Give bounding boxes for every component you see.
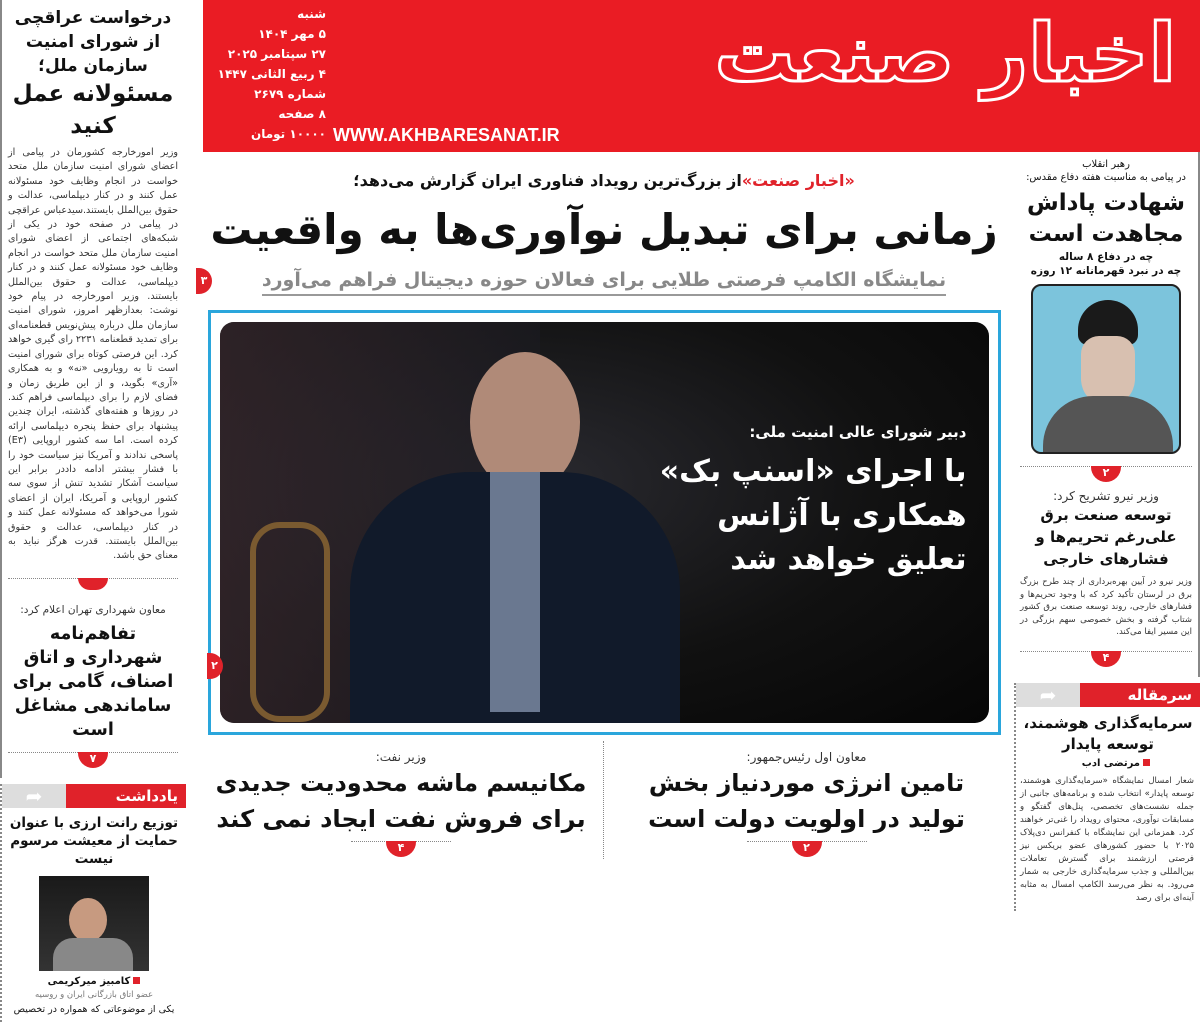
page-badge[interactable]: ۴ [386, 841, 416, 857]
story-kicker: وزیر نیرو تشریح کرد: [1053, 489, 1159, 503]
story-kicker: در پیامی به مناسبت هفته دفاع مقدس: [1026, 172, 1186, 183]
section-label: سرمقاله [1080, 683, 1200, 707]
section-label: یادداشت [66, 784, 186, 808]
author-name: کامبیز میرکریمی [2, 975, 186, 989]
arrow-icon: ➦ [2, 784, 66, 808]
bottom-stories [199, 741, 1009, 859]
story-body: وزیر نیرو در آیین بهره‌برداری از چند طرح بزرگ برق در لرستان تأکید کرد که با وجود تحریم‌ها و فشارهای خارجی، روند توسعه صنعت برق کشور شتاب گرفته و بخش خصوصی سهم بزرگی در این مسیر ایفا می‌کند. [1020, 577, 1192, 637]
story-kicker: رهبر انقلاب [1082, 159, 1130, 170]
section-tag [1016, 683, 1200, 707]
section-tag [2, 784, 186, 808]
story-headline[interactable]: شهادت پاداش مجاهدت است [1026, 190, 1186, 247]
page-badge[interactable]: ۲ [792, 841, 822, 857]
story-headline[interactable]: مکانیسم ماشه محدودیت جدیدی برای فروش نفت ایجاد نمی کند [215, 769, 587, 833]
bottom-story-left [199, 741, 604, 859]
page-badge[interactable]: ۲ [1091, 466, 1121, 482]
story-kicker: معاون اول رئیس‌جمهور: [746, 750, 867, 764]
arrow-icon: ➦ [1016, 683, 1080, 707]
page-badge[interactable]: ۴ [1091, 651, 1121, 667]
date-block: شنبه ۵ مهر ۱۴۰۴ ۲۷ سپتامبر ۲۰۲۵ ۴ ربیع الثانی ۱۴۴۷ شماره ۲۶۷۹ ۸ صفحه ۱۰۰۰۰ تومان [217, 7, 326, 141]
main-kicker: «اخبار صنعت»از بزرگ‌ترین رویداد فناوری ایران گزارش می‌دهد؛ [353, 171, 855, 190]
divider [1020, 651, 1192, 669]
photo-story-kicker: دبیر شورای عالی امنیت ملی: [749, 423, 967, 441]
story-kicker[interactable]: درخواست عراقچی از شورای امنیت سازمان ملل؛ [14, 8, 172, 76]
author-photo [39, 876, 149, 971]
note-headline[interactable]: توزیع رانت ارزی با عنوان حمایت از معیشت مرسوم نیست [9, 814, 179, 867]
editorial-headline[interactable]: سرمایه‌گذاری هوشمند، توسعه پایدار [1023, 713, 1193, 753]
left-column [0, 0, 186, 1022]
story-kicker: معاون شهرداری تهران اعلام کرد: [20, 603, 166, 616]
leader-photo[interactable] [1031, 284, 1181, 454]
main-headline[interactable]: زمانی برای تبدیل نوآوری‌ها به واقعیت [210, 205, 998, 254]
page-badge[interactable]: ۷ [78, 752, 108, 768]
right-stories [1014, 152, 1200, 677]
divider [8, 752, 178, 770]
divider [1020, 466, 1192, 484]
left-stories [0, 0, 186, 778]
divider [747, 841, 867, 859]
subhead-row [196, 266, 1012, 296]
masthead [203, 0, 1200, 152]
page-badge[interactable] [78, 578, 108, 590]
story-headline[interactable]: تفاهم‌نامه شهرداری و اتاق اصناف، گامی برای ساماندهی مشاغل است [12, 623, 174, 740]
divider [8, 578, 178, 596]
page-badge[interactable]: ۳ [196, 268, 212, 294]
photo-story-text [660, 422, 967, 582]
story-subhead: چه در دفاع ۸ ساله [1058, 251, 1154, 263]
editorial-section [1014, 683, 1200, 911]
author-name: مرتضی ادب [1016, 757, 1200, 771]
divider [351, 841, 451, 859]
editorial-body: شعار امسال نمایشگاه «سرمایه‌گذاری هوشمند، توسعه پایدار» انتخاب شده و برنامه‌های جانبی از جمله نشست‌های تخصصی، پنل‌های گفتگو و مسابقات نوآوری، محتوای رویداد را غنی‌تر خواهند کرد. همزمانی این نمایشگاه با کنفرانس دی‌پلاک ۲۰۲۵ با حضور کشورهای عضو بریکس نیز فرصتی ارزشمند برای گسترش تعاملات بین‌المللی و جذب سرمایه‌گذاری خارجی به شمار می‌رود. به نظر می‌رسد الکامپ امسال به مثابه آینه‌ای برای رصد [1020, 775, 1194, 903]
newspaper-logo[interactable]: اخبار صنعت [714, 7, 1176, 100]
story-headline[interactable]: تامین انرژی موردنیاز بخش تولید در اولویت دولت است [648, 769, 965, 833]
story-headline[interactable]: توسعه صنعت برق علی‌رغم تحریم‌ها و فشارهای خارجی [1035, 506, 1177, 568]
note-section [0, 784, 186, 1022]
bottom-story-right [604, 741, 1009, 859]
center-column [196, 152, 1012, 859]
photo-story [208, 310, 1001, 735]
story-body: وزیر امورخارجه کشورمان در پیامی از اعضای شورای امنیت سازمان ملل متحد خواست در انجام وظایف خود مسئولانه عمل کنند و در کنار دیپلماسی، عدالت و حقوق بین‌الملل بایستند.سیدعباس عراقچی در پیامی در صفحه خود در یکی از شبکه‌های اجتماعی از اعضای شورای امنیت سازمان ملل متحد خواست در انجام وظایف خود مسئولانه عمل کنند و در کنار دیپلماسی، عدالت و حقوق بین‌الملل بایستند. وزیر امورخارجه در پیام خود نوشت: بعدازظهر امروز، شورای امنیت سازمان ملل درباره پیش‌نویس قطعنامه‌ای برای تمدید قطعنامه ۲۲۳۱ رای گیری خواهد کرد. این فرصتی کوتاه برای شورای امنیت است تا به رویارویی «نه» و به همکاری «آری» بگوید، و از این طریق زمان و فضای لازم را برای دیپلماسی فراهم کند. در روزها و هفته‌های گذشته، ایران چندین پیشنهاد برای حفظ پنجره دیپلماسی ارائه کرده است. اما سه کشور اروپایی (E۳) پاسخی ندادند و آمریکا نیز سیاست خود را با فشار بیشتر ادامه داددر برابر این سیاست آشکار تشدید تنش از سوی سه کشور اروپایی و آمریکا، ایران از اعضای شورا می‌خواهد که مسئولانه عمل کنند و در کنار دیپلماسی، عدالت و حقوق بین‌الملل بایستند. قدرت هرگز نباید به معنای حق باشد. [8, 147, 178, 562]
photo-story-headline[interactable]: با اجرای «اسنپ بک» همکاری با آژانس تعلیق خواهد شد [659, 454, 967, 577]
story-kicker: وزیر نفت: [375, 750, 427, 764]
right-column [1014, 152, 1200, 911]
main-subhead: نمایشگاه الکامپ فرصتی طلایی برای فعالان حوزه دیجیتال فراهم می‌آورد [262, 266, 946, 296]
story-subhead: چه در نبرد قهرمانانه ۱۲ روزه [1030, 265, 1182, 277]
story-headline[interactable]: مسئولانه عمل کنید [12, 81, 174, 139]
photo[interactable] [220, 322, 989, 723]
website-url[interactable]: WWW.AKHBARESANAT.IR [333, 125, 560, 145]
author-role: عضو اتاق بازرگانی ایران و روسیه [34, 989, 154, 1000]
note-lead: یکی از موضوعاتی که همواره در تخصیص [13, 1003, 175, 1015]
page-badge[interactable]: ۲ [207, 653, 223, 679]
